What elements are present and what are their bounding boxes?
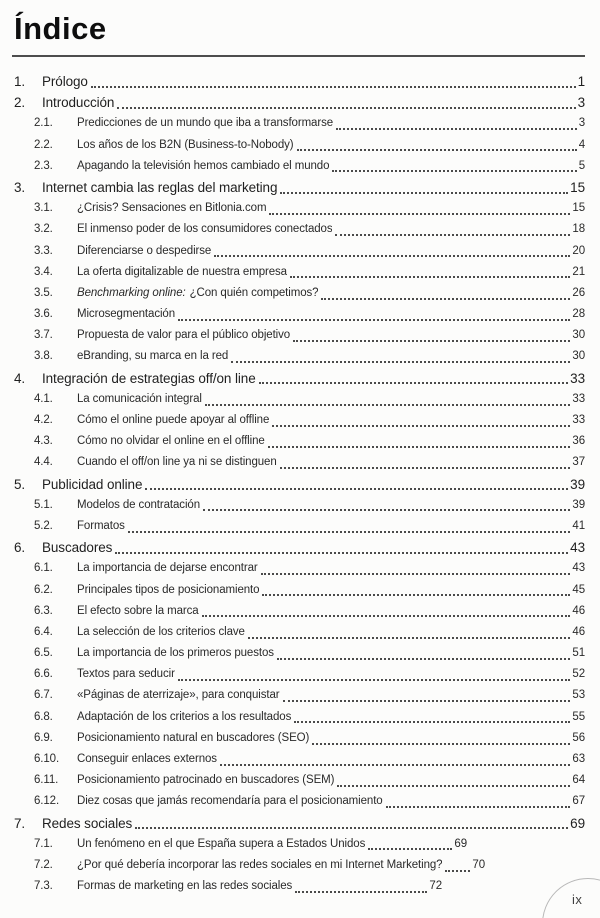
- toc-entry-label: Microsegmentación: [77, 308, 176, 321]
- toc-entry-number: 6.11.: [34, 774, 59, 787]
- toc-entry-label: El inmenso poder de los consumidores conectados: [77, 223, 333, 236]
- toc-entry-number: 4.4.: [34, 456, 53, 469]
- toc-entry-label: Formatos: [77, 519, 125, 532]
- toc-entry: [12, 834, 585, 855]
- toc-leader-dots: [335, 234, 570, 236]
- toc-entry-page: 69: [570, 815, 585, 831]
- toc-entry-number: 4.3.: [34, 435, 53, 448]
- toc-entry-number: 6.1.: [34, 562, 53, 575]
- toc-entry: [12, 516, 585, 537]
- toc-entry-page: 46: [572, 604, 585, 617]
- toc-entry-label: Conseguir enlaces externos: [77, 753, 217, 765]
- toc-leader-dots: [280, 192, 568, 194]
- toc-entry-number: 6.12.: [34, 795, 60, 808]
- toc-entry-number: 6.6.: [34, 668, 53, 681]
- toc-entry: [12, 92, 585, 113]
- toc-entry-page: 33: [572, 414, 585, 426]
- toc-entry: [12, 325, 585, 346]
- toc-entry-page: 33: [572, 392, 585, 405]
- toc-entry-number: 3.7.: [34, 329, 53, 342]
- toc-leader-dots: [277, 658, 570, 660]
- toc-entry-page: 20: [572, 244, 585, 257]
- toc-entry-page: 69: [454, 837, 467, 850]
- toc-entry-number: 2.: [14, 95, 26, 111]
- toc-entry: [12, 537, 585, 558]
- toc-entry: [12, 707, 585, 728]
- toc-entry: [12, 558, 585, 579]
- toc-leader-dots: [297, 149, 577, 151]
- toc-entry-number: 6.4.: [34, 625, 53, 638]
- toc-entry-number: 1.: [14, 74, 26, 89]
- toc-entry: [12, 685, 585, 706]
- toc-entry-label: La importancia de los primeros puestos: [77, 647, 274, 660]
- toc-leader-dots: [290, 276, 570, 278]
- toc-entry: [12, 262, 585, 283]
- toc-entry-page: 52: [572, 668, 585, 681]
- toc-entry-page: 33: [570, 370, 585, 386]
- toc-entry-number: 7.1.: [34, 837, 53, 850]
- toc-leader-dots: [203, 509, 570, 511]
- toc-entry: [12, 749, 585, 770]
- toc-entry-page: 30: [572, 350, 585, 363]
- toc-leader-dots: [293, 340, 570, 342]
- toc-entry-number: 6.2.: [34, 583, 53, 596]
- toc-leader-dots: [283, 700, 571, 702]
- toc-entry-label: La oferta digitalizable de nuestra empresa: [77, 265, 287, 278]
- toc-leader-dots: [117, 107, 575, 109]
- toc-entry-page: 15: [570, 179, 585, 195]
- toc-entry-label: Un fenómeno en el que España supera a Estados Unidos: [77, 837, 366, 850]
- toc-entry-page: 39: [572, 498, 585, 511]
- toc-entry-label: Prólogo: [42, 74, 88, 89]
- toc-leader-dots: [262, 594, 570, 596]
- toc-entry-number: 6.8.: [34, 710, 53, 723]
- toc-entry-number: 7.2.: [34, 858, 53, 871]
- toc-entry-page: 63: [572, 753, 585, 765]
- toc-entry-page: 28: [572, 308, 585, 321]
- toc-entry-label: Internet cambia las reglas del marketing: [42, 179, 278, 195]
- toc-entry-label: Diez cosas que jamás recomendaría para el posicionamiento: [77, 795, 383, 808]
- toc-entry: [12, 177, 585, 198]
- toc-leader-dots: [231, 361, 570, 363]
- toc-entry-label: Apagando la televisión hemos cambiado el mundo: [77, 159, 330, 172]
- toc-entry: [12, 452, 585, 473]
- toc-entry-page: 67: [572, 795, 585, 808]
- toc-entry: [12, 410, 585, 431]
- toc-entry-page: 4: [578, 138, 585, 151]
- toc-entry-page: 3: [578, 117, 585, 130]
- toc-entry-number: 4.2.: [34, 414, 53, 426]
- toc-entry-page: 56: [572, 731, 585, 744]
- toc-leader-dots: [178, 319, 570, 321]
- toc-entry: [12, 876, 585, 897]
- toc-entry-label: Cuando el off/on line ya ni se distinguen: [77, 456, 277, 469]
- title-rule: [12, 55, 585, 57]
- toc-leader-dots: [386, 806, 571, 808]
- toc-entry-label: Cómo el online puede apoyar al offline: [77, 414, 270, 426]
- toc-entry-number: 6.7.: [34, 689, 53, 702]
- toc-entry-number: 6.9.: [34, 731, 53, 744]
- toc-entry: [12, 389, 585, 410]
- toc-entry: [12, 770, 585, 791]
- toc-entry-label: Redes sociales: [42, 815, 133, 831]
- toc-leader-dots: [321, 298, 570, 300]
- toc-leader-dots: [214, 255, 570, 257]
- toc-entry-label: Formas de marketing en las redes sociales: [77, 880, 293, 893]
- toc-entry: [12, 346, 585, 367]
- toc-leader-dots: [368, 848, 452, 850]
- toc-entry: [12, 71, 585, 92]
- toc-entry-page: 5: [578, 159, 585, 172]
- toc-entry-label: ¿Por qué debería incorporar las redes sociales en mi Internet Marketing?: [77, 858, 443, 871]
- toc-entry-number: 3.1.: [34, 202, 53, 215]
- toc-leader-dots: [259, 382, 569, 384]
- toc-entry-page: 51: [572, 647, 585, 660]
- toc-entry-label: Textos para seducir: [77, 668, 175, 681]
- toc-leader-dots: [336, 128, 577, 130]
- toc-entry-label: Predicciones de un mundo que iba a transformarse: [77, 117, 334, 130]
- toc-entry-number: 3.3.: [34, 244, 53, 257]
- toc-entry-page: 39: [570, 476, 585, 492]
- toc-entry-label: Publicidad online: [42, 476, 143, 492]
- toc-leader-dots: [295, 891, 427, 893]
- toc-entry-number: 3.2.: [34, 223, 53, 236]
- toc-leader-dots: [128, 531, 571, 533]
- toc-entry: [12, 580, 585, 601]
- page-title: Índice: [14, 11, 107, 46]
- toc-entry-page: 36: [572, 435, 585, 448]
- toc-entry: [12, 495, 585, 516]
- toc-leader-dots: [145, 488, 568, 490]
- toc-entry-label: Benchmarking online: ¿Con quién competimos?: [77, 286, 319, 299]
- toc-leader-dots: [269, 213, 570, 215]
- toc-entry-label: eBranding, su marca en la red: [77, 350, 229, 363]
- toc-entry: [12, 855, 585, 876]
- toc-leader-dots: [280, 467, 571, 469]
- toc-entry-label: La comunicación integral: [77, 392, 202, 405]
- toc-entry-label: Adaptación de los criterios a los resultados: [77, 710, 292, 723]
- toc-leader-dots: [337, 785, 570, 787]
- toc-leader-dots: [261, 573, 571, 575]
- toc-entry: [12, 643, 585, 664]
- toc-entry-number: 2.1.: [34, 117, 53, 130]
- toc-entry-label: La selección de los criterios clave: [77, 625, 245, 638]
- toc-leader-dots: [294, 721, 570, 723]
- toc-entry-number: 3.5.: [34, 286, 53, 299]
- toc-entry: [12, 368, 585, 389]
- toc-entry: [12, 791, 585, 812]
- toc-leader-dots: [205, 404, 571, 406]
- toc-entry-label: Introducción: [42, 95, 115, 111]
- toc-entry: [12, 622, 585, 643]
- toc-entry-label: La importancia de dejarse encontrar: [77, 562, 258, 575]
- toc-entry: [12, 113, 585, 134]
- toc-entry-page: 41: [572, 519, 585, 532]
- toc-leader-dots: [445, 870, 470, 872]
- toc-entry-number: 6.: [14, 540, 26, 556]
- toc-entry: [12, 601, 585, 622]
- toc-entry: [12, 431, 585, 452]
- toc-leader-dots: [202, 615, 571, 617]
- toc-leader-dots: [332, 170, 576, 172]
- toc-leader-dots: [178, 679, 571, 681]
- toc-entry-number: 5.: [14, 476, 26, 492]
- toc-entry: [12, 283, 585, 304]
- toc-entry-page: 70: [472, 858, 485, 871]
- page-number: ix: [572, 892, 583, 907]
- toc-entry-label: Integración de estrategias off/on line: [42, 370, 256, 386]
- toc-entry: [12, 664, 585, 685]
- toc-entry-number: 6.5.: [34, 647, 53, 660]
- toc-entry-page: 45: [572, 583, 585, 596]
- toc-entry-label: Propuesta de valor para el público objetivo: [77, 329, 291, 342]
- toc-entry-page: 26: [572, 286, 585, 299]
- toc-entry-number: 3.: [14, 179, 26, 195]
- toc-entry-number: 4.: [14, 370, 26, 386]
- toc-entry-label: Buscadores: [42, 540, 113, 556]
- toc-entry-number: 6.10.: [34, 753, 60, 765]
- toc-entry-label: «Páginas de aterrizaje», para conquistar: [77, 689, 280, 702]
- toc-entry-number: 2.2.: [34, 138, 53, 151]
- toc-entry-page: 64: [572, 774, 585, 787]
- toc-entry: [12, 474, 585, 495]
- toc-leader-dots: [135, 827, 568, 829]
- toc-entry-number: 7.3.: [34, 880, 53, 893]
- toc-entry-label: El efecto sobre la marca: [77, 604, 199, 617]
- toc-entry-page: 53: [572, 689, 585, 702]
- toc-entry-page: 30: [572, 329, 585, 342]
- toc-entry-label: Los años de los B2N (Business-to-Nobody): [77, 138, 294, 151]
- toc-leader-dots: [268, 446, 571, 448]
- toc-entry-page: 37: [572, 456, 585, 469]
- toc-entry: [12, 156, 585, 177]
- toc-entry-number: 2.3.: [34, 159, 53, 172]
- toc-leader-dots: [272, 425, 570, 427]
- toc-leader-dots: [91, 86, 576, 88]
- toc-entry-number: 5.1.: [34, 498, 53, 511]
- toc-entry-page: 3: [577, 95, 585, 111]
- toc-entry-page: 21: [572, 265, 585, 278]
- toc-entry-number: 5.2.: [34, 519, 53, 532]
- toc-entry-page: 72: [429, 880, 442, 893]
- toc-entry-number: 7.: [14, 815, 26, 831]
- toc-entry-page: 46: [572, 625, 585, 638]
- toc-entry-label: Cómo no olvidar el online en el offline: [77, 435, 265, 448]
- toc-entry-number: 4.1.: [34, 392, 53, 405]
- toc-entry-label: ¿Crisis? Sensaciones en Bitlonia.com: [77, 202, 267, 215]
- toc-entry-page: 55: [572, 710, 585, 723]
- toc-entry: [12, 241, 585, 262]
- toc-entry-page: 18: [572, 223, 585, 236]
- toc-entry-number: 3.8.: [34, 350, 53, 363]
- toc-entry-page: 43: [570, 540, 585, 556]
- toc-entry: [12, 304, 585, 325]
- toc-entry-page: 1: [577, 74, 585, 89]
- toc-entry-number: 6.3.: [34, 604, 53, 617]
- toc-entry-number: 3.6.: [34, 308, 53, 321]
- toc-leader-dots: [312, 743, 570, 745]
- toc-entry: [12, 813, 585, 834]
- toc-entry: [12, 728, 585, 749]
- toc-entry-page: 43: [572, 562, 585, 575]
- toc-entry-number: 3.4.: [34, 265, 53, 278]
- toc-entry: [12, 198, 585, 219]
- toc-leader-dots: [115, 552, 568, 554]
- toc-entry-label: Principales tipos de posicionamiento: [77, 583, 260, 596]
- toc-entry-page: 15: [572, 202, 585, 215]
- toc-entry-label: Diferenciarse o despedirse: [77, 244, 212, 257]
- toc-entry-label: Posicionamiento patrocinado en buscadores (SEM): [77, 774, 335, 787]
- toc-entry: [12, 219, 585, 240]
- toc-leader-dots: [220, 764, 570, 766]
- toc-list: [12, 71, 585, 897]
- toc-entry-label: Modelos de contratación: [77, 498, 200, 511]
- toc-entry: [12, 135, 585, 156]
- toc-entry-label: Posicionamiento natural en buscadores (SEO): [77, 731, 310, 744]
- toc-leader-dots: [248, 637, 571, 639]
